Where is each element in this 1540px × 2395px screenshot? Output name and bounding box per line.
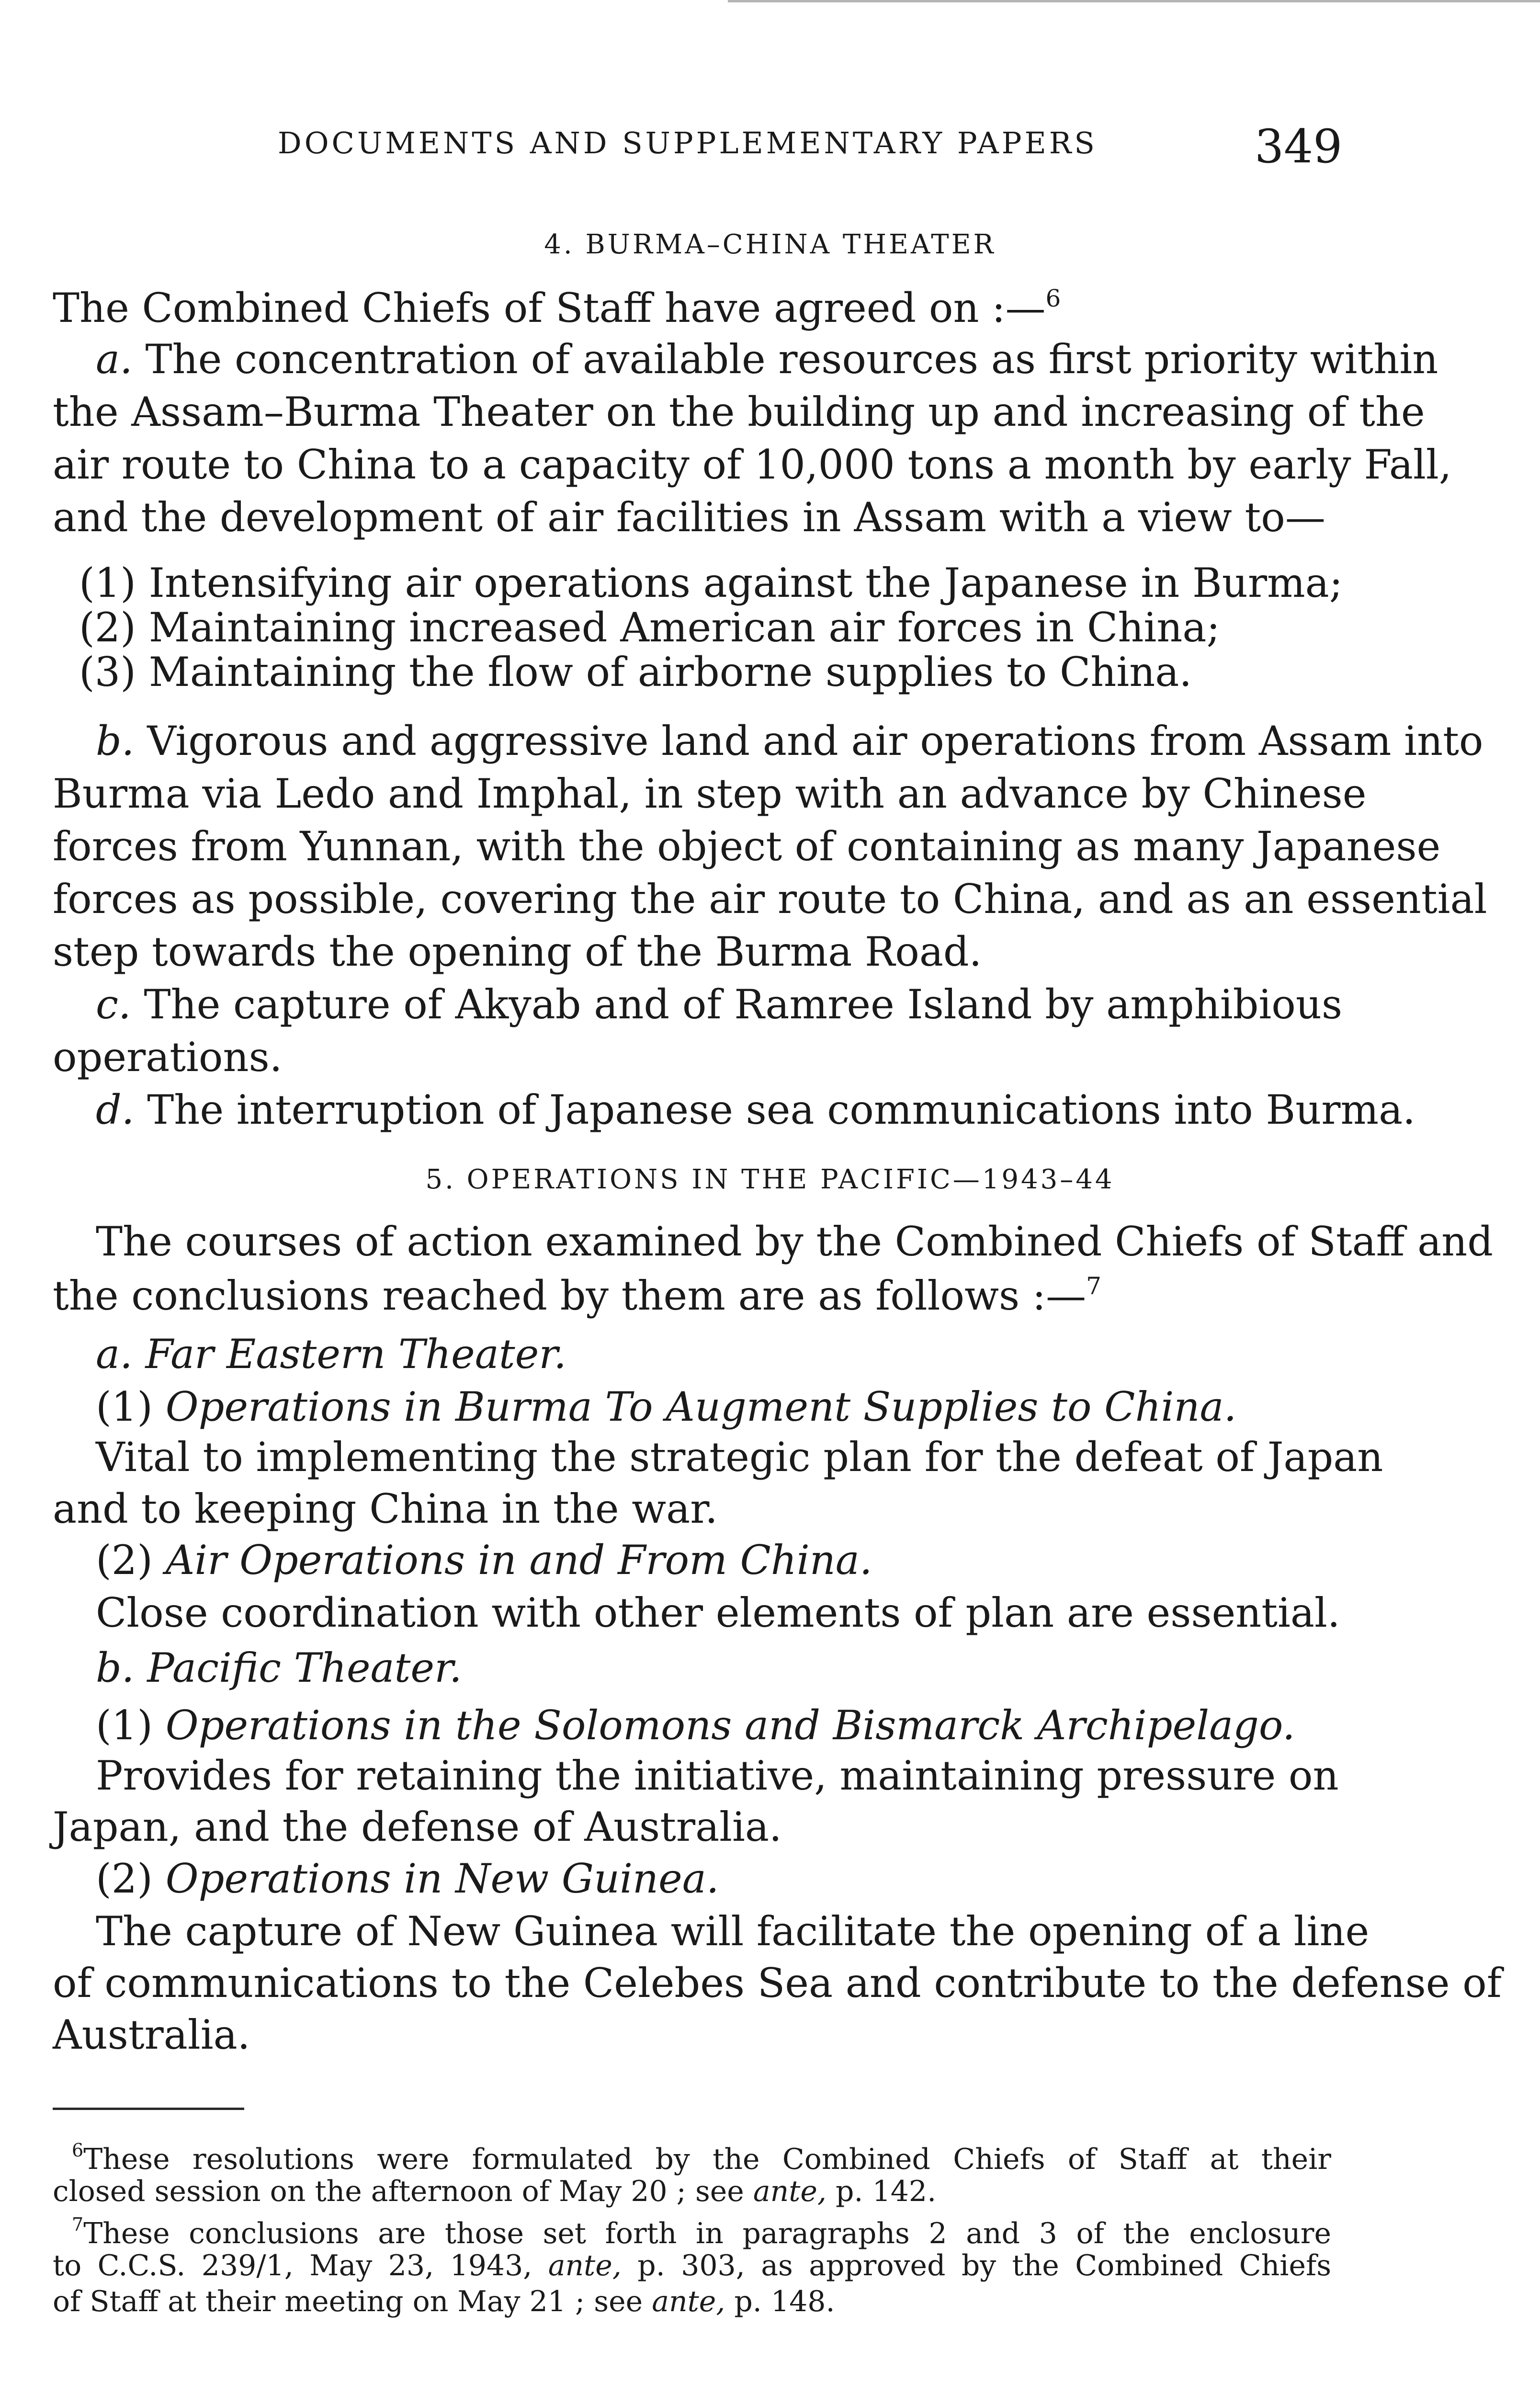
para-b-label: b. xyxy=(96,718,135,764)
footnote-7-line-1: $^7$These conclusions are those set forth in paragraphs 2 and 3 of the enclosure xyxy=(72,2214,1331,2250)
para-b-line-2: Burma via Ledo and Imphal, in step with an advance by Chinese xyxy=(53,770,1367,817)
subsection-b-heading: b. Pacific Theater. xyxy=(96,1644,462,1691)
footnote-ref-6[interactable]: 6 xyxy=(1045,285,1061,312)
footnote-6-mark: 6 xyxy=(72,2140,84,2161)
section-5-intro-line-2: the conclusions reached by them are as follows :—$^7$ xyxy=(53,1272,1101,1319)
para-a-line-2: the Assam–Burma Theater on the building up and increasing of the xyxy=(53,388,1425,435)
para-c-line-1: c. The capture of Akyab and of Ramree Island by amphibious xyxy=(96,981,1343,1028)
running-header: DOCUMENTS AND SUPPLEMENTARY PAPERS xyxy=(278,125,1098,160)
para-c-line-2: operations. xyxy=(53,1034,283,1081)
footnote-7-line-2: to C.C.S. 239/1, May 23, 1943, ante, p. 303, as approved by the Combined Chiefs xyxy=(53,2249,1331,2282)
item-a2-heading: (2) Air Operations in and From China. xyxy=(96,1537,872,1584)
para-b-line-5: step towards the opening of the Burma Road. xyxy=(53,928,982,975)
para-a-line-3: air route to China to a capacity of 10,000 tons a month by early Fall, xyxy=(53,441,1452,488)
item-b2-heading: (2) Operations in New Guinea. xyxy=(96,1855,719,1902)
para-d-label: d. xyxy=(96,1086,135,1133)
item-b2-line-3: Australia. xyxy=(53,2011,250,2058)
subsection-a-heading: a. Far Eastern Theater. xyxy=(96,1331,566,1378)
para-b-line-3: forces from Yunnan, with the object of containing as many Japanese xyxy=(53,823,1441,870)
footnote-6-line-1: $^6$These resolutions were formulated by the Combined Chiefs of Staff at their xyxy=(72,2140,1331,2176)
section-4-intro: The Combined Chiefs of Staff have agreed on :—$^6$ xyxy=(53,285,1061,331)
section-5-intro-line-1: The courses of action examined by the Combined Chiefs of Staff and xyxy=(96,1218,1494,1265)
para-c-label: c. xyxy=(96,981,131,1028)
list-item-1: (1) Intensifying air operations against the Japanese in Burma; xyxy=(79,559,1343,606)
item-a1-line-1: Vital to implementing the strategic plan for the defeat of Japan xyxy=(96,1434,1383,1481)
list-item-2: (2) Maintaining increased American air forces in China; xyxy=(79,604,1220,651)
item-b1-line-1: Provides for retaining the initiative, maintaining pressure on xyxy=(96,1752,1339,1799)
scan-top-rule xyxy=(728,0,1540,2)
item-a1-heading: (1) Operations in Burma To Augment Supplies to China. xyxy=(96,1383,1237,1430)
item-b1-line-2: Japan, and the defense of Australia. xyxy=(53,1803,782,1850)
page-number: 349 xyxy=(1255,120,1343,173)
section-4-heading: 4. BURMA–CHINA THEATER xyxy=(544,229,996,260)
item-b2-line-1: The capture of New Guinea will facilitate the opening of a line xyxy=(96,1908,1370,1955)
list-item-3: (3) Maintaining the flow of airborne supplies to China. xyxy=(79,649,1192,696)
item-a2-text: Close coordination with other elements of plan are essential. xyxy=(96,1589,1340,1636)
footnote-ref-7[interactable]: 7 xyxy=(1086,1272,1101,1300)
para-a-line-4: and the development of air facilities in Assam with a view to— xyxy=(53,494,1325,541)
footnote-divider xyxy=(53,2108,244,2110)
para-a-label: a. xyxy=(96,336,133,383)
para-d: d. The interruption of Japanese sea communications into Burma. xyxy=(96,1086,1415,1133)
footnote-7-mark: 7 xyxy=(72,2214,84,2235)
item-b1-heading: (1) Operations in the Solomons and Bismarck Archipelago. xyxy=(96,1702,1295,1749)
item-b2-line-2: of communications to the Celebes Sea and contribute to the defense of xyxy=(53,1960,1502,2007)
para-a-line-1: a. The concentration of available resources as first priority within xyxy=(96,336,1438,383)
item-a1-line-2: and to keeping China in the war. xyxy=(53,1485,718,1532)
para-b-line-4: forces as possible, covering the air route to China, and as an essential xyxy=(53,876,1487,923)
footnote-6-line-2: closed session on the afternoon of May 20 ; see ante, p. 142. xyxy=(53,2175,937,2208)
para-b-line-1: b. Vigorous and aggressive land and air operations from Assam into xyxy=(96,718,1483,764)
section-5-heading: 5. OPERATIONS IN THE PACIFIC—1943–44 xyxy=(425,1164,1115,1195)
footnote-7-line-3: of Staff at their meeting on May 21 ; see ante, p. 148. xyxy=(53,2285,835,2318)
